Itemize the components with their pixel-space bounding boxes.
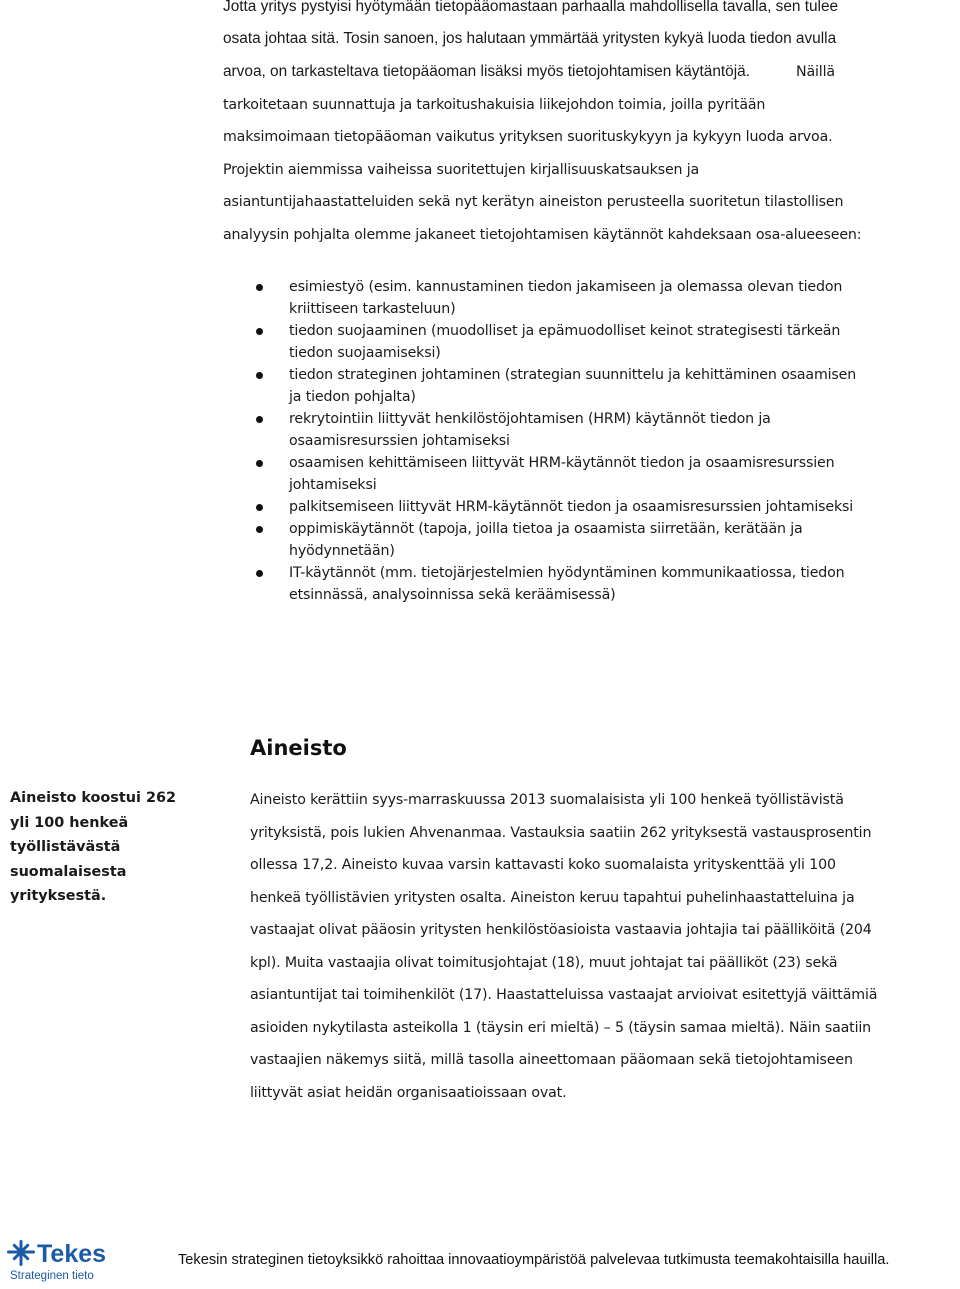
- bullet-icon: [256, 372, 263, 379]
- body-line: asioiden nykytilasta asteikolla 1 (täysin eri mieltä) – 5 (täysin samaa mieltä). Näin saatiin: [250, 1019, 872, 1036]
- logo-wordmark: Tekes: [37, 1240, 107, 1268]
- logo-subtitle: Strateginen tieto: [10, 1270, 94, 1282]
- list-item: palkitsemiseen liittyvät HRM-käytännöt tiedon ja osaamisresurssien johtamiseksi: [250, 496, 890, 518]
- body-line: yrityksistä, pois lukien Ahvenanmaa. Vastauksia saatiin 262 yrityksestä vastausprosentin: [250, 824, 872, 841]
- tekes-logo: [4, 1238, 144, 1284]
- list-item: tiedon suojaaminen (muodolliset ja epämuodolliset keinot strategisesti tärkeän tiedon suojaamiseksi): [250, 320, 890, 364]
- body-line: vastaajien näkemys siitä, millä tasolla aineettomaan pääomaan sekä tietojohtamiseen: [250, 1052, 853, 1068]
- body-line: asiantuntijat tai toimihenkilöt (17). Haastatteluissa vastaajat arvioivat esitettyjä väittämiä: [250, 987, 878, 1003]
- body-line: kpl). Muita vastaajia olivat toimitusjohtajat (18), muut johtajat tai päälliköt (23) sekä: [250, 954, 838, 971]
- intro-line: Projektin aiemmissa vaiheissa suoritettujen kirjallisuuskatsauksen ja: [223, 162, 700, 178]
- body-line: ollessa 17,2. Aineisto kuvaa varsin kattavasti koko suomalaista yrityskenttää yli 100: [250, 857, 836, 873]
- body-line: Aineisto kerättiin syys-marraskuussa 2013 suomalaisista yli 100 henkeä työllistävistä: [250, 792, 844, 808]
- list-item: oppimiskäytännöt (tapoja, joilla tietoa ja osaamista siirretään, kerätään ja hyödynnetään): [250, 518, 890, 562]
- sidebar-line: suomalaisesta: [10, 863, 127, 880]
- list-item: tiedon strateginen johtaminen (strategian suunnittelu ja kehittäminen osaamisen ja tiedon pohjalta): [250, 364, 890, 408]
- footer-text: Tekesin strateginen tietoyksikkö rahoittaa innovaatioympäristöä palvelevaa tutkimusta teemakohtaisilla hauilla.: [178, 1252, 890, 1268]
- list-item: osaamisen kehittämiseen liittyvät HRM-käytännöt tiedon ja osaamisresurssien johtamiseksi: [250, 452, 890, 496]
- bullet-icon: [256, 570, 263, 577]
- bullet-icon: [256, 328, 263, 335]
- snowflake-icon: [7, 1240, 35, 1266]
- section-heading: Aineisto: [250, 736, 347, 760]
- sidebar-line: yrityksestä.: [10, 888, 107, 904]
- intro-line: Näillä: [796, 64, 835, 80]
- body-line: henkeä työllistävien yritysten osalta. Aineiston keruu tapahtui puhelinhaastatteluina ja: [250, 889, 855, 906]
- list-item: esimiestyö (esim. kannustaminen tiedon jakamiseen ja olemassa olevan tiedon kriittiseen tarkasteluun): [250, 276, 890, 320]
- sidebar-line: yli 100 henkeä: [10, 814, 129, 831]
- intro-line: maksimoimaan tietopääoman vaikutus yrityksen suorituskykyyn ja kykyyn luoda arvoa.: [223, 129, 833, 145]
- bullet-icon: [256, 416, 263, 423]
- sidebar-line: työllistävästä: [10, 839, 121, 855]
- intro-line: Jotta yritys pystyisi hyötymään tietopääomastaan parhaalla mahdollisella tavalla, sen tulee: [223, 0, 839, 15]
- sidebar-summary: [10, 786, 180, 909]
- body-line: liittyvät asiat heidän organisaatioissaan ovat.: [250, 1084, 567, 1101]
- section-body: [250, 784, 940, 1109]
- sidebar-line: Aineisto koostui 262: [10, 790, 176, 806]
- intro-line: analyysin pohjalta olemme jakaneet tietojohtamisen käytännöt kahdeksaan osa-alueeseen:: [223, 227, 862, 243]
- intro-line: osata johtaa sitä. Tosin sanoen, jos halutaan ymmärtää yritysten kykyä luoda tiedon avulla: [223, 30, 837, 47]
- bullet-icon: [256, 460, 263, 467]
- intro-line: arvoa, on tarkasteltava tietopääoman lisäksi myös tietojohtamisen käytäntöjä.: [223, 63, 750, 80]
- bullet-icon: [256, 504, 263, 511]
- intro-line: tarkoitetaan suunnattuja ja tarkoitushakuisia liikejohdon toimia, joilla pyritään: [223, 97, 766, 113]
- practice-list: [250, 276, 890, 606]
- list-item: IT-käytännöt (mm. tietojärjestelmien hyödyntäminen kommunikaatiossa, tiedon etsinnässä, analysoinnissa sekä keräämisessä): [250, 562, 890, 606]
- intro-line: asiantuntijahaastatteluiden sekä nyt kerätyn aineiston perusteella suoritetun tilastollisen: [223, 194, 844, 210]
- bullet-icon: [256, 284, 263, 291]
- bullet-icon: [256, 526, 263, 533]
- body-line: vastaajat olivat pääosin yritysten henkilöstöasioista vastaavia johtajia tai päälliköitä (204: [250, 922, 872, 938]
- list-item: rekrytointiin liittyvät henkilöstöjohtamisen (HRM) käytännöt tiedon ja osaamisresurssien johtamiseksi: [250, 408, 890, 452]
